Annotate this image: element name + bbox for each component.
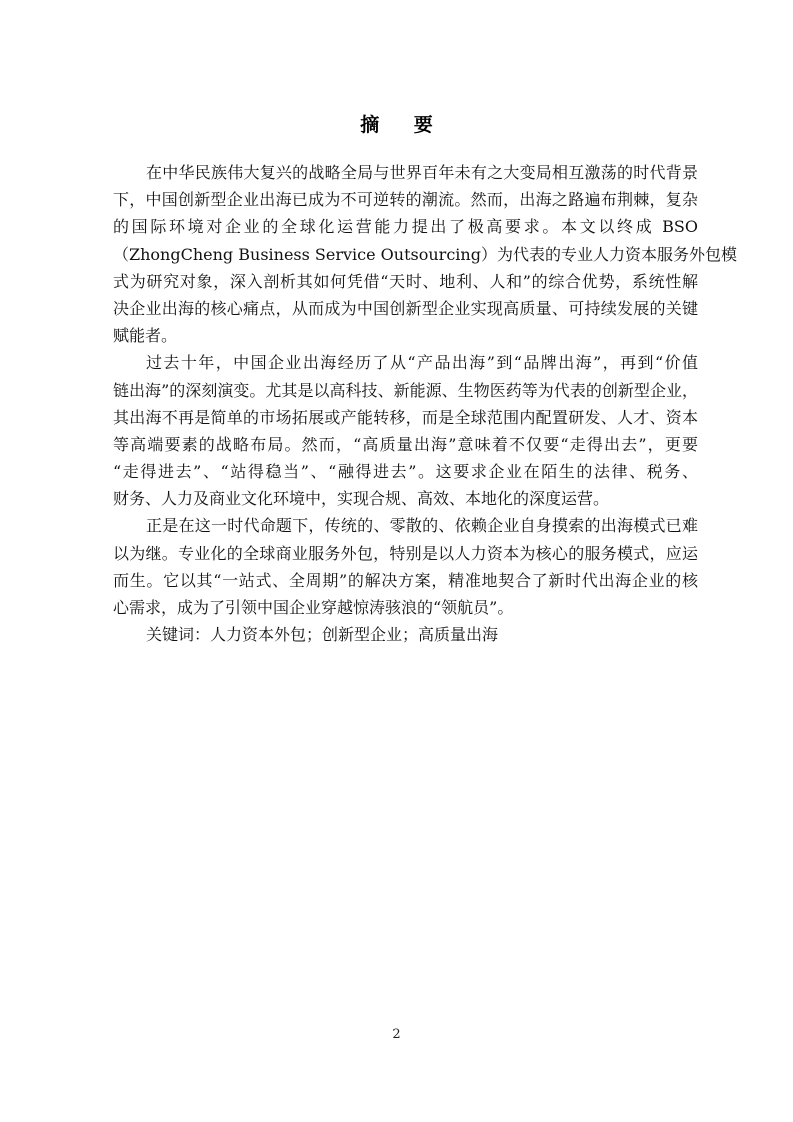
text-line: 而生。它以其“一站式、全周期”的解决方案，精准地契合了新时代出海企业的核 — [113, 570, 698, 590]
text-line: 等高端要素的战略布局。然而，“高质量出海”意味着不仅要“走得出去”，更要 — [113, 434, 698, 454]
page-number: 2 — [392, 1027, 401, 1042]
paragraph-1 — [113, 159, 737, 349]
text-line: 其出海不再是简单的市场拓展或产能转移，而是全球范围内配置研发、人才、资本 — [113, 407, 698, 427]
text-line: 正是在这一时代命题下，传统的、零散的、依赖企业自身摸索的出海模式已难 — [146, 516, 698, 536]
text-line: 心需求，成为了引领中国企业穿越惊涛骇浪的“领航员”。 — [113, 598, 514, 617]
paragraph-3 — [113, 512, 698, 621]
text-line: 赋能者。 — [113, 326, 178, 346]
keywords-line — [113, 621, 698, 648]
text-line: 下，中国创新型企业出海已成为不可逆转的潮流。然而，出海之路遍布荆棘，复杂 — [113, 190, 698, 210]
abstract-body — [113, 159, 737, 648]
paragraph-2 — [113, 349, 698, 512]
text-line: 决企业出海的核心痛点，从而成为中国创新型企业实现高质量、可持续发展的关键 — [113, 298, 698, 318]
text-line: （ZhongCheng Business Service Outsourcing）为代表的专业人力资本服务外包模 — [113, 244, 737, 264]
text-line: 以为继。专业化的全球商业服务外包，特别是以人力资本为核心的服务模式，应运 — [113, 543, 698, 563]
abstract-title: 摘 要 — [360, 114, 447, 136]
text-line: 财务、人力及商业文化环境中，实现合规、高效、本地化的深度运营。 — [113, 489, 610, 509]
text-line: 链出海”的深刻演变。尤其是以高科技、新能源、生物医药等为代表的创新型企业， — [113, 380, 698, 400]
keywords-label: 关键词： — [146, 625, 211, 645]
keywords-value: 人力资本外包；创新型企业；高质量出海 — [210, 625, 499, 645]
text-line: 的国际环境对企业的全球化运营能力提出了极高要求。本文以终成 BSO — [113, 217, 698, 237]
text-line: 过去十年，中国企业出海经历了从“产品出海”到“品牌出海”，再到“价值 — [146, 353, 698, 373]
text-line: 在中华民族伟大复兴的战略全局与世界百年未有之大变局相互激荡的时代背景 — [146, 163, 698, 182]
text-line: 式为研究对象，深入剖析其如何凭借“天时、地利、人和”的综合优势，系统性解 — [113, 271, 698, 291]
text-line: “走得进去”、“站得稳当”、“融得进去”。这要求企业在陌生的法律、税务、 — [113, 462, 698, 482]
